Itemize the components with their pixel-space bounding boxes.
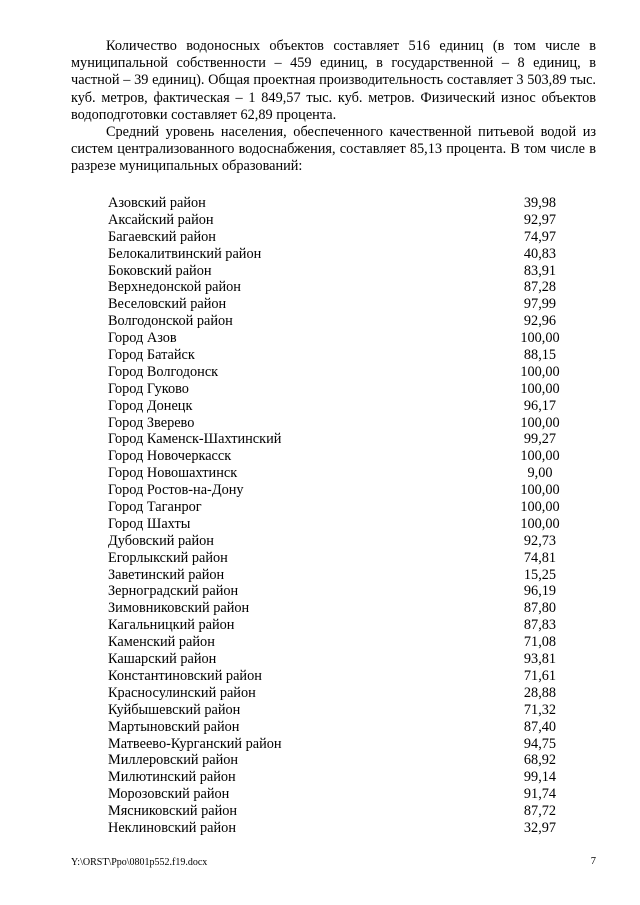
municipality-name: Матвеево-Курганский район bbox=[108, 735, 282, 752]
municipality-name: Верхнедонской район bbox=[108, 279, 241, 296]
municipality-name: Город Волгодонск bbox=[108, 363, 219, 380]
coverage-percent: 71,32 bbox=[523, 701, 557, 718]
table-row bbox=[108, 668, 570, 685]
municipality-name: Багаевский район bbox=[108, 228, 216, 245]
municipality-name: Белокалитвинский район bbox=[108, 245, 262, 262]
table-row bbox=[108, 398, 570, 415]
table-row bbox=[108, 803, 570, 820]
table-row bbox=[108, 195, 570, 212]
table-row bbox=[108, 634, 570, 651]
municipality-name: Волгодонской район bbox=[108, 313, 233, 330]
coverage-percent: 87,28 bbox=[523, 279, 557, 296]
municipality-name: Азовский район bbox=[108, 195, 206, 211]
coverage-percent: 87,80 bbox=[523, 600, 557, 617]
municipality-name: Город Ростов-на-Дону bbox=[108, 482, 244, 499]
municipality-name: Мясниковский район bbox=[108, 803, 238, 820]
municipality-name: Город Донецк bbox=[108, 397, 193, 414]
coverage-percent: 83,91 bbox=[523, 262, 557, 279]
coverage-percent: 39,98 bbox=[523, 195, 557, 211]
coverage-percent: 96,17 bbox=[523, 397, 557, 414]
table-row bbox=[108, 279, 570, 296]
municipality-name: Город Новочеркасск bbox=[108, 448, 232, 465]
footer-file-path: Y:\ORST\Ppo\0801p552.f19.docx bbox=[71, 857, 208, 868]
coverage-percent: 40,83 bbox=[523, 245, 557, 262]
municipality-name: Город Каменск-Шахтинский bbox=[108, 431, 282, 448]
municipality-name: Аксайский район bbox=[108, 211, 214, 228]
municipality-name: Зимовниковский район bbox=[108, 600, 250, 617]
coverage-percent: 100,00 bbox=[520, 482, 560, 499]
municipality-name: Город Азов bbox=[108, 330, 177, 347]
municipality-name: Город Шахты bbox=[108, 515, 191, 532]
coverage-percent: 92,73 bbox=[523, 532, 557, 549]
coverage-percent: 100,00 bbox=[520, 330, 560, 347]
municipality-name: Милютинский район bbox=[108, 769, 236, 786]
municipality-name: Неклиновский район bbox=[108, 819, 236, 836]
coverage-percent: 87,83 bbox=[523, 617, 557, 634]
municipal-coverage-list bbox=[108, 195, 570, 837]
coverage-percent: 9,00 bbox=[527, 465, 553, 482]
municipality-name: Кашарский район bbox=[108, 651, 217, 668]
coverage-percent: 71,61 bbox=[523, 667, 557, 684]
table-row bbox=[108, 431, 570, 448]
municipality-name: Боковский район bbox=[108, 262, 212, 279]
table-row bbox=[108, 448, 570, 465]
coverage-percent: 87,72 bbox=[523, 803, 557, 820]
municipality-name: Кагальницкий район bbox=[108, 617, 235, 634]
coverage-percent: 71,08 bbox=[523, 634, 557, 651]
coverage-percent: 91,74 bbox=[523, 786, 557, 803]
table-row bbox=[108, 583, 570, 600]
municipality-name: Куйбышевский район bbox=[108, 701, 241, 718]
coverage-percent: 74,81 bbox=[523, 549, 557, 566]
municipality-name: Город Зверево bbox=[108, 414, 195, 431]
coverage-percent: 100,00 bbox=[520, 515, 560, 532]
coverage-percent: 92,96 bbox=[523, 313, 557, 330]
table-row bbox=[108, 212, 570, 229]
coverage-percent: 94,75 bbox=[523, 735, 557, 752]
table-row bbox=[108, 330, 570, 347]
coverage-percent: 99,27 bbox=[523, 431, 557, 448]
table-row bbox=[108, 465, 570, 482]
coverage-percent: 100,00 bbox=[520, 363, 560, 380]
municipality-name: Константиновский район bbox=[108, 667, 262, 684]
municipality-name: Миллеровский район bbox=[108, 752, 239, 769]
table-row bbox=[108, 719, 570, 736]
coverage-percent: 74,97 bbox=[523, 228, 557, 245]
municipality-name: Город Таганрог bbox=[108, 499, 202, 516]
municipality-name: Зерноградский район bbox=[108, 583, 239, 600]
coverage-percent: 100,00 bbox=[520, 414, 560, 431]
coverage-percent: 88,15 bbox=[523, 347, 557, 364]
table-row bbox=[108, 617, 570, 634]
municipality-name: Город Новошахтинск bbox=[108, 465, 238, 482]
table-row bbox=[108, 229, 570, 246]
municipality-name: Егорлыкский район bbox=[108, 549, 228, 566]
coverage-percent: 93,81 bbox=[523, 651, 557, 668]
municipality-name: Дубовский район bbox=[108, 532, 214, 549]
table-row bbox=[108, 533, 570, 550]
municipality-name: Морозовский район bbox=[108, 786, 230, 803]
coverage-percent: 92,97 bbox=[523, 211, 557, 228]
municipality-name: Веселовский район bbox=[108, 296, 227, 313]
table-row bbox=[108, 313, 570, 330]
municipality-name: Город Батайск bbox=[108, 347, 195, 364]
table-row bbox=[108, 381, 570, 398]
coverage-percent: 100,00 bbox=[520, 448, 560, 465]
table-row bbox=[108, 769, 570, 786]
municipality-name: Каменский район bbox=[108, 634, 215, 651]
table-row bbox=[108, 786, 570, 803]
coverage-percent: 96,19 bbox=[523, 583, 557, 600]
coverage-percent: 100,00 bbox=[520, 380, 560, 397]
coverage-percent: 68,92 bbox=[523, 752, 557, 769]
coverage-percent: 87,40 bbox=[523, 718, 557, 735]
coverage-percent: 99,14 bbox=[523, 769, 557, 786]
coverage-percent: 32,97 bbox=[523, 819, 557, 836]
municipality-name: Мартыновский район bbox=[108, 718, 240, 735]
table-row bbox=[108, 600, 570, 617]
table-row bbox=[108, 246, 570, 263]
table-row bbox=[108, 550, 570, 567]
table-row bbox=[108, 820, 570, 837]
paragraph-water-objects: Количество водоносных объектов составляет 516 единиц (в том числе в муниципальной собственности – 459 единиц, в государственной – 8 единиц, в частной – 39 единиц). Общая проектная производительность составляет 3 503,89 тыс. куб. метров, фактическая – 1 849,57 тыс. куб. метров. Физический износ объектов водоподготовки составляет 62,89 процента. bbox=[71, 38, 596, 123]
table-row bbox=[108, 736, 570, 753]
municipality-name: Красносулинский район bbox=[108, 684, 256, 701]
table-row bbox=[108, 364, 570, 381]
table-row bbox=[108, 702, 570, 719]
table-row bbox=[108, 516, 570, 533]
page-number: 7 bbox=[590, 856, 596, 867]
table-row bbox=[108, 499, 570, 516]
table-row bbox=[108, 567, 570, 584]
coverage-percent: 100,00 bbox=[520, 499, 560, 516]
municipality-name: Заветинский район bbox=[108, 566, 225, 583]
table-row bbox=[108, 685, 570, 702]
table-row bbox=[108, 752, 570, 769]
table-row bbox=[108, 415, 570, 432]
paragraph-population-coverage: Средний уровень населения, обеспеченного качественной питьевой водой из систем централизованного водоснабжения, составляет 85,13 процента. В том числе в разрезе муниципальных образований: bbox=[71, 124, 596, 175]
municipality-name: Город Гуково bbox=[108, 380, 189, 397]
table-row bbox=[108, 263, 570, 280]
table-row bbox=[108, 296, 570, 313]
table-row bbox=[108, 347, 570, 364]
table-row bbox=[108, 482, 570, 499]
coverage-percent: 97,99 bbox=[523, 296, 557, 313]
coverage-percent: 28,88 bbox=[523, 684, 557, 701]
table-row bbox=[108, 651, 570, 668]
coverage-percent: 15,25 bbox=[523, 566, 557, 583]
